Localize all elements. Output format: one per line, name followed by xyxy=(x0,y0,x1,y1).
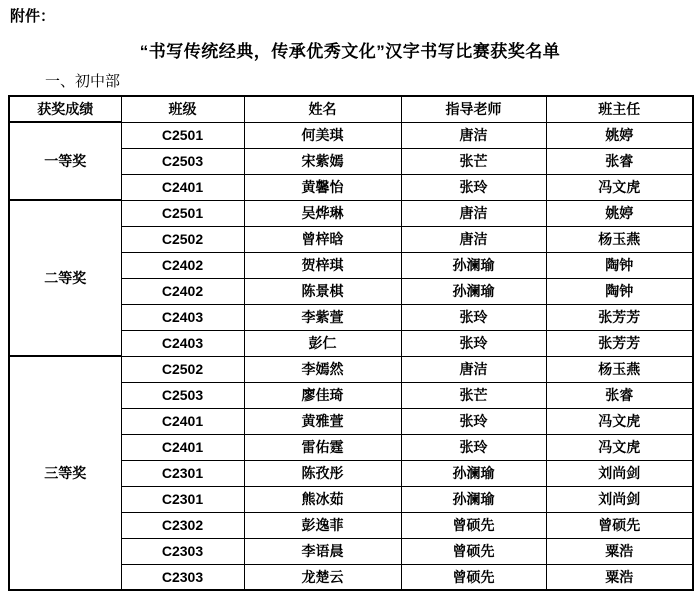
column-header-2: 姓名 xyxy=(244,96,401,122)
name-cell: 陈景棋 xyxy=(244,278,401,304)
class-cell: C2402 xyxy=(121,278,244,304)
class-cell: C2403 xyxy=(121,330,244,356)
class-cell: C2302 xyxy=(121,512,244,538)
table-row xyxy=(9,356,693,382)
teacher-cell: 曾硕先 xyxy=(401,538,546,564)
name-cell: 廖佳琦 xyxy=(244,382,401,408)
name-cell: 李语晨 xyxy=(244,538,401,564)
award-cell-2: 三等奖 xyxy=(9,356,121,590)
teacher-cell: 唐洁 xyxy=(401,200,546,226)
table-row xyxy=(9,200,693,226)
head-teacher-cell: 张芳芳 xyxy=(546,304,693,330)
head-teacher-cell: 姚婷 xyxy=(546,122,693,148)
name-cell: 吴烨琳 xyxy=(244,200,401,226)
column-header-1: 班级 xyxy=(121,96,244,122)
teacher-cell: 唐洁 xyxy=(401,356,546,382)
head-teacher-cell: 曾硕先 xyxy=(546,512,693,538)
class-cell: C2502 xyxy=(121,356,244,382)
teacher-cell: 孙澜瑜 xyxy=(401,460,546,486)
teacher-cell: 孙澜瑜 xyxy=(401,278,546,304)
name-cell: 黄雅萱 xyxy=(244,408,401,434)
teacher-cell: 张玲 xyxy=(401,434,546,460)
class-cell: C2303 xyxy=(121,538,244,564)
class-cell: C2401 xyxy=(121,408,244,434)
class-cell: C2402 xyxy=(121,252,244,278)
page-title: “书写传统经典，传承优秀文化”汉字书写比赛获奖名单 xyxy=(139,42,561,61)
award-cell-0: 一等奖 xyxy=(9,122,121,200)
class-cell: C2503 xyxy=(121,382,244,408)
head-teacher-cell: 刘尚剑 xyxy=(546,486,693,512)
head-teacher-cell: 陶钟 xyxy=(546,278,693,304)
name-cell: 李嫣然 xyxy=(244,356,401,382)
name-cell: 彭仁 xyxy=(244,330,401,356)
head-teacher-cell: 张芳芳 xyxy=(546,330,693,356)
head-teacher-cell: 刘尚剑 xyxy=(546,460,693,486)
attachment-label: 附件： xyxy=(10,8,56,25)
teacher-cell: 孙澜瑜 xyxy=(401,252,546,278)
teacher-cell: 曾硕先 xyxy=(401,512,546,538)
table-row xyxy=(9,122,693,148)
head-teacher-cell: 陶钟 xyxy=(546,252,693,278)
head-teacher-cell: 张睿 xyxy=(546,382,693,408)
column-header-4: 班主任 xyxy=(546,96,693,122)
teacher-cell: 张芒 xyxy=(401,148,546,174)
head-teacher-cell: 杨玉燕 xyxy=(546,226,693,252)
name-cell: 何美琪 xyxy=(244,122,401,148)
name-cell: 龙楚云 xyxy=(244,564,401,590)
head-teacher-cell: 杨玉燕 xyxy=(546,356,693,382)
head-teacher-cell: 粟浩 xyxy=(546,564,693,590)
teacher-cell: 曾硕先 xyxy=(401,564,546,590)
name-cell: 黄馨怡 xyxy=(244,174,401,200)
class-cell: C2301 xyxy=(121,486,244,512)
column-header-0: 获奖成绩 xyxy=(9,96,121,122)
teacher-cell: 孙澜瑜 xyxy=(401,486,546,512)
head-teacher-cell: 冯文虎 xyxy=(546,434,693,460)
class-cell: C2403 xyxy=(121,304,244,330)
name-cell: 曾梓晗 xyxy=(244,226,401,252)
teacher-cell: 唐洁 xyxy=(401,122,546,148)
class-cell: C2303 xyxy=(121,564,244,590)
teacher-cell: 张芒 xyxy=(401,382,546,408)
class-cell: C2502 xyxy=(121,226,244,252)
teacher-cell: 张玲 xyxy=(401,304,546,330)
class-cell: C2301 xyxy=(121,460,244,486)
award-cell-1: 二等奖 xyxy=(9,200,121,356)
head-teacher-cell: 粟浩 xyxy=(546,538,693,564)
header-row xyxy=(9,96,693,122)
name-cell: 贺梓琪 xyxy=(244,252,401,278)
class-cell: C2501 xyxy=(121,200,244,226)
class-cell: C2501 xyxy=(121,122,244,148)
teacher-cell: 张玲 xyxy=(401,408,546,434)
head-teacher-cell: 冯文虎 xyxy=(546,174,693,200)
name-cell: 彭逸菲 xyxy=(244,512,401,538)
class-cell: C2401 xyxy=(121,174,244,200)
name-cell: 陈孜彤 xyxy=(244,460,401,486)
award-table xyxy=(8,95,694,591)
column-header-3: 指导老师 xyxy=(401,96,546,122)
head-teacher-cell: 冯文虎 xyxy=(546,408,693,434)
name-cell: 宋紫嫣 xyxy=(244,148,401,174)
class-cell: C2503 xyxy=(121,148,244,174)
teacher-cell: 张玲 xyxy=(401,174,546,200)
head-teacher-cell: 张睿 xyxy=(546,148,693,174)
name-cell: 李紫萱 xyxy=(244,304,401,330)
teacher-cell: 唐洁 xyxy=(401,226,546,252)
table-header xyxy=(9,96,693,122)
name-cell: 雷佑霆 xyxy=(244,434,401,460)
section-heading: 一、初中部 xyxy=(45,73,121,90)
table-body xyxy=(9,122,693,590)
teacher-cell: 张玲 xyxy=(401,330,546,356)
class-cell: C2401 xyxy=(121,434,244,460)
head-teacher-cell: 姚婷 xyxy=(546,200,693,226)
name-cell: 熊冰茹 xyxy=(244,486,401,512)
